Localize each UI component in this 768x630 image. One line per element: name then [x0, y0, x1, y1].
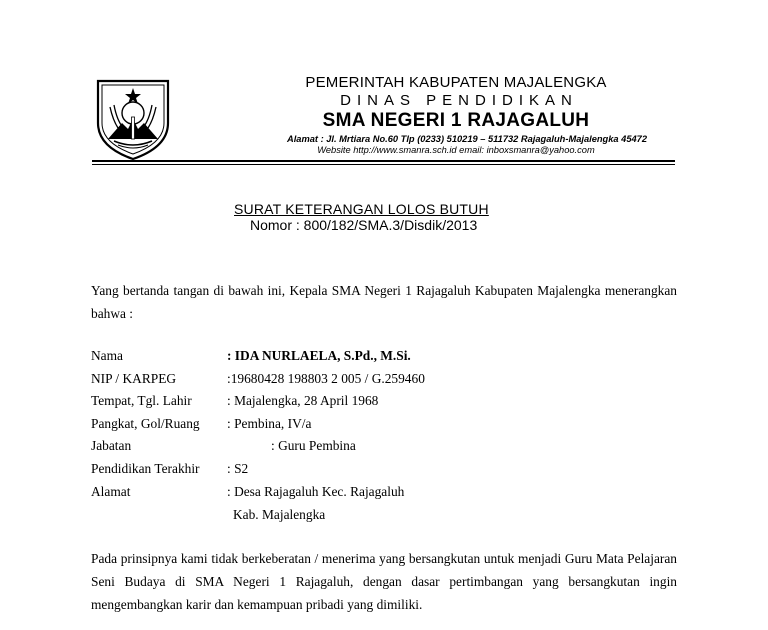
field-label: Jabatan	[91, 438, 132, 453]
field-value: : IDA NURLAELA, S.Pd., M.Si.	[227, 348, 411, 363]
letterhead-divider-thick	[92, 160, 675, 162]
field-row-nama	[91, 346, 411, 366]
field-label: Tempat, Tgl. Lahir	[91, 393, 192, 408]
intro-paragraph: Yang bertanda tangan di bawah ini, Kepala SMA Negeri 1 Rajagaluh Kabupaten Majalengka menerangkan bahwa :	[91, 283, 677, 321]
field-label: Alamat	[91, 484, 131, 499]
field-row-position	[91, 436, 356, 456]
letterhead-department: DINAS PENDIDIKAN	[340, 92, 578, 109]
letterhead-website-email: Website http://www.smanra.sch.id email: inboxsmanra@yahoo.com	[317, 145, 595, 155]
letterhead-address: Alamat : Jl. Mrtiara No.60 Tlp (0233) 510219 – 511732 Rajagaluh-Majalengka 45472	[287, 134, 647, 144]
letterhead-government: PEMERINTAH KABUPATEN MAJALENGKA	[305, 74, 607, 91]
field-value: :19680428 198803 2 005 / G.259460	[227, 371, 425, 386]
field-label: Nama	[91, 348, 123, 363]
letterhead-divider-thin	[92, 164, 675, 165]
field-label: Pangkat, Gol/Ruang	[91, 416, 200, 431]
field-value: Kab. Majalengka	[233, 507, 326, 522]
field-value: : S2	[227, 461, 249, 476]
letter-title-block	[228, 201, 489, 233]
field-value: : Desa Rajagaluh Kec. Rajagaluh	[227, 484, 405, 499]
letterhead	[196, 74, 716, 156]
field-row-rank	[91, 414, 311, 434]
field-value: : Pembina, IV/a	[227, 416, 312, 431]
field-label: NIP / KARPEG	[91, 371, 177, 386]
field-row-address-cont	[91, 505, 325, 525]
letter-title: SURAT KETERANGAN LOLOS BUTUH	[234, 201, 489, 217]
letter-number: Nomor : 800/182/SMA.3/Disdik/2013	[250, 217, 478, 233]
field-value: : Guru Pembina	[271, 438, 356, 453]
field-row-nip	[91, 369, 425, 389]
field-label: Pendidikan Terakhir	[91, 461, 200, 476]
regency-emblem-icon	[92, 77, 174, 161]
field-row-address	[91, 482, 404, 502]
letterhead-school-name: SMA NEGERI 1 RAJAGALUH	[322, 110, 590, 131]
field-value: : Majalengka, 28 April 1968	[227, 393, 379, 408]
closing-paragraph: Pada prinsipnya kami tidak berkeberatan / menerima yang bersangkutan untuk menjadi Guru Mata Pelajaran Seni Budaya di SMA Negeri 1 Rajagaluh, dengan dasar pertimbangan yang bersangkutan ingin mengembangkan karir dan kemampuan pribadi yang dimiliki.	[91, 551, 677, 612]
field-row-education	[91, 459, 248, 479]
field-row-birth	[91, 391, 378, 411]
